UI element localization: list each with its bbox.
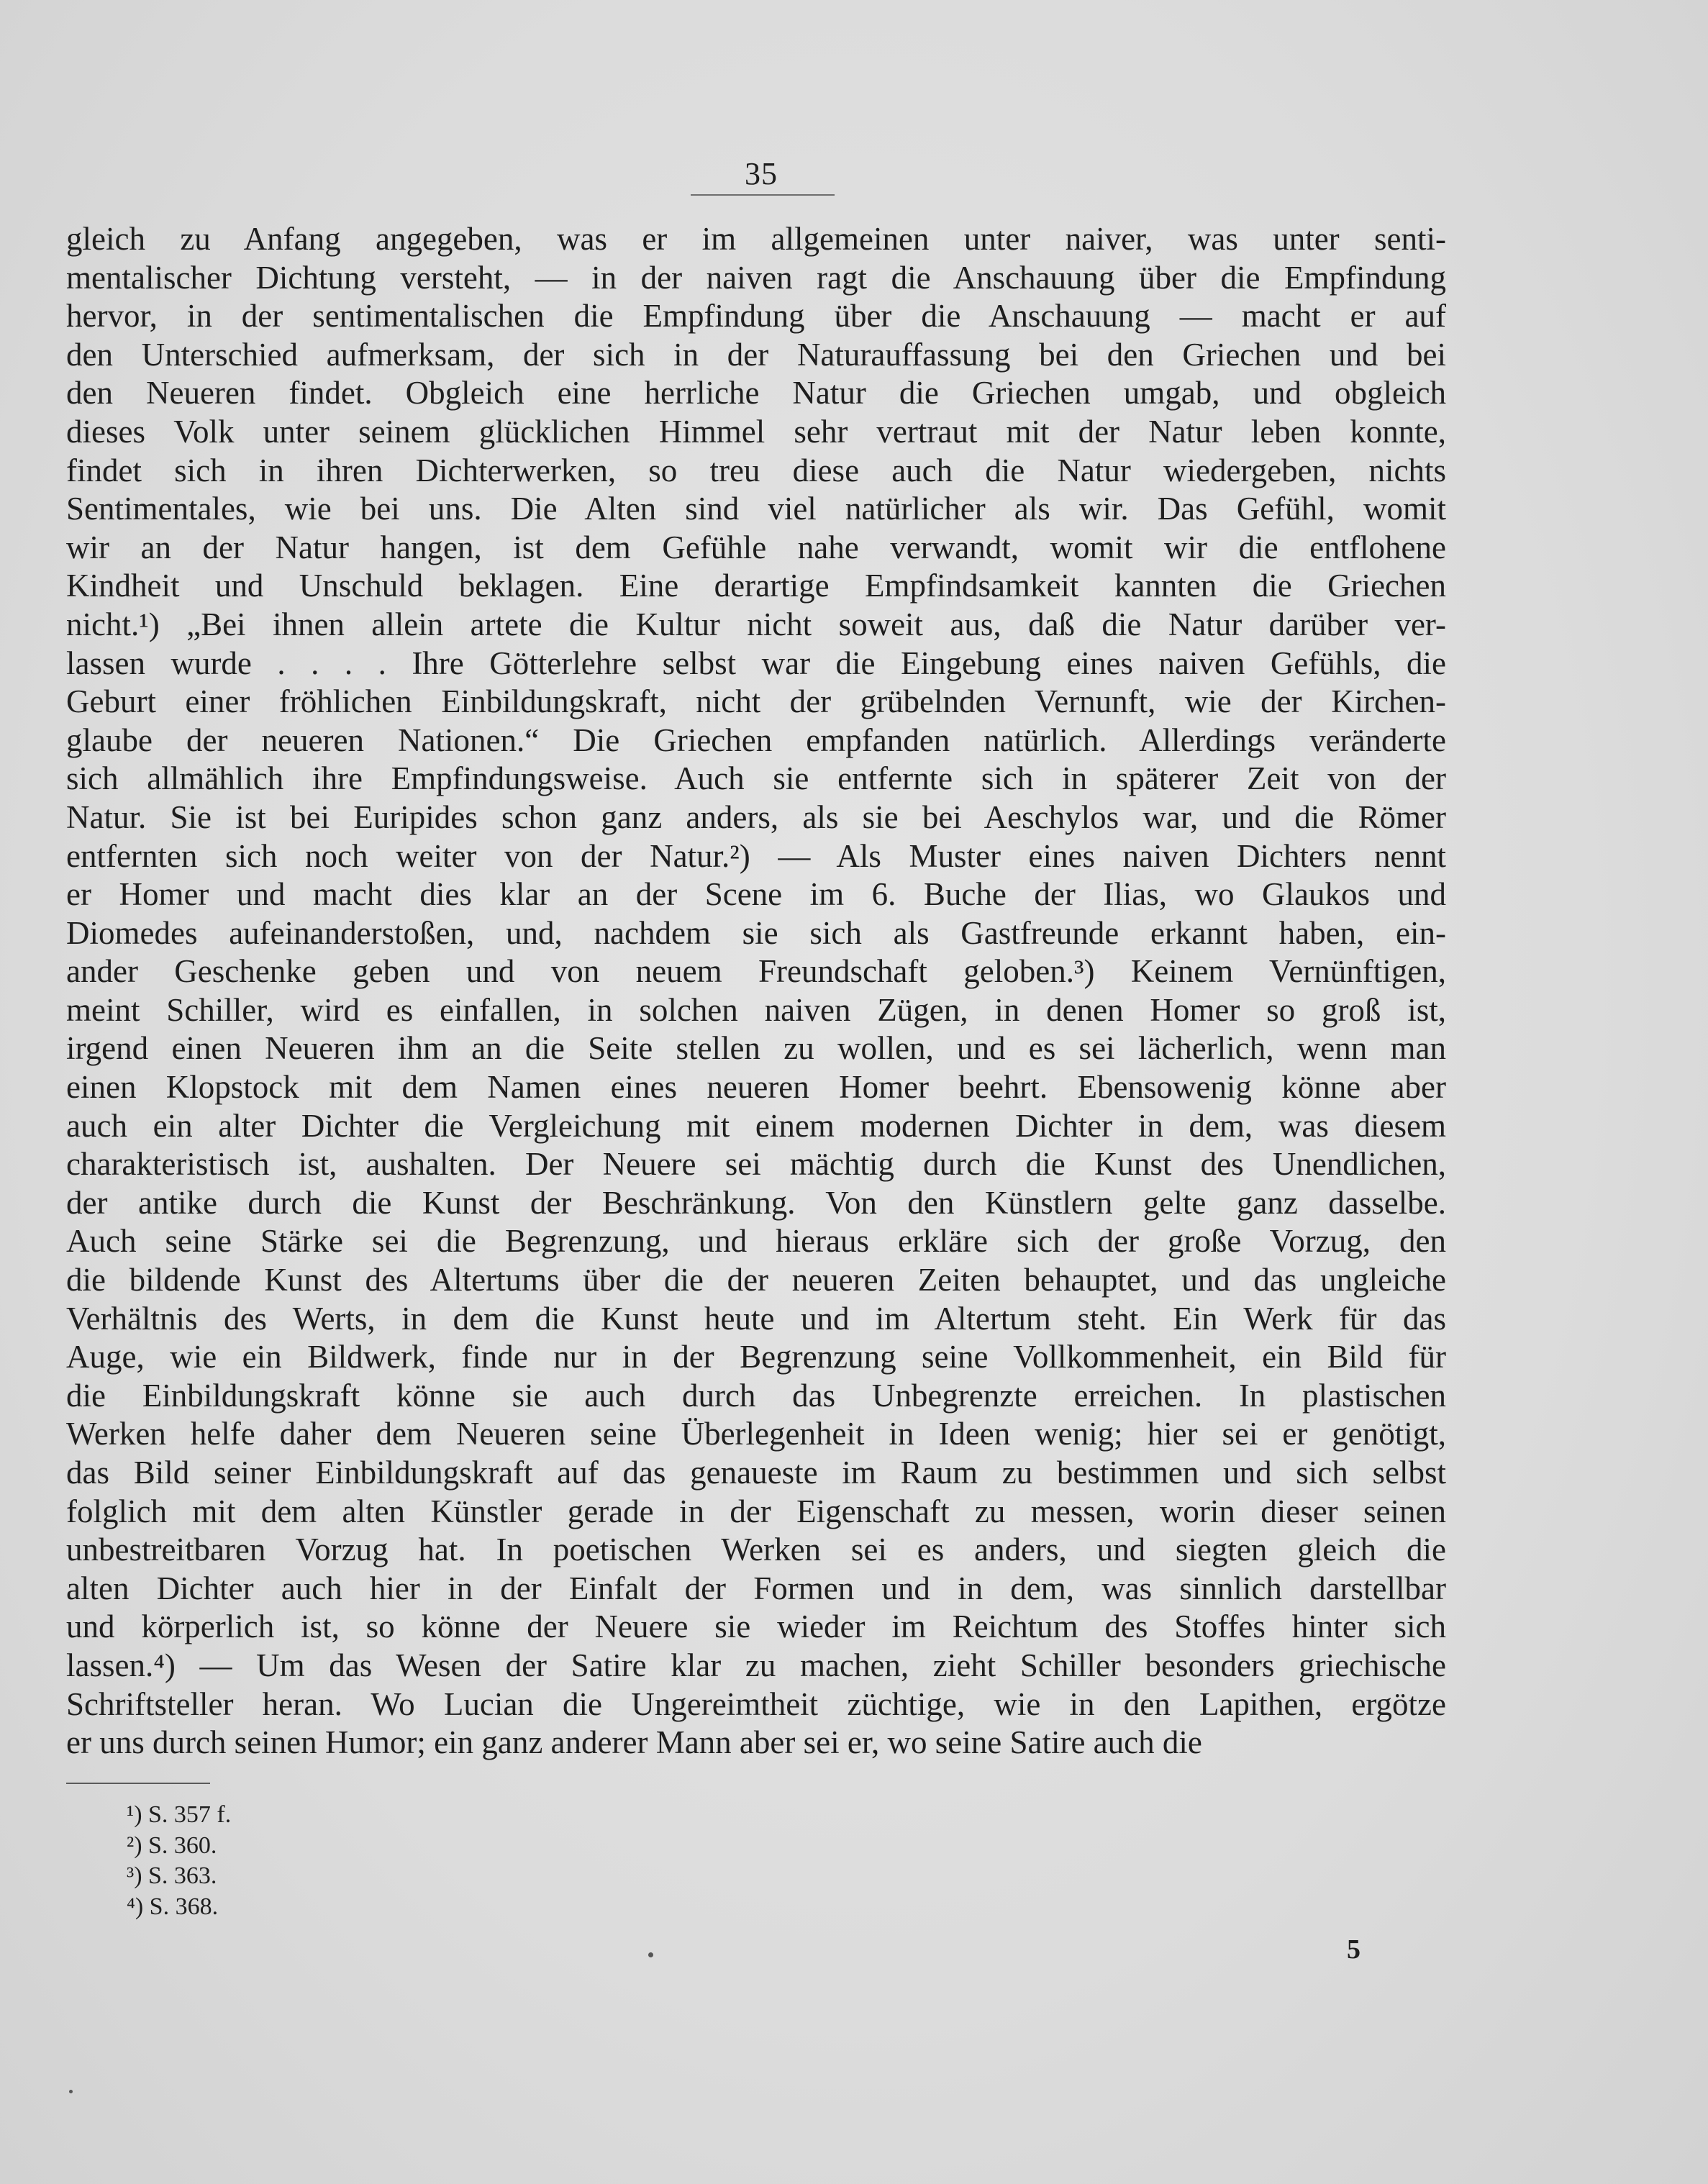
text-line: Sentimentales, wie bei uns. Die Alten sind viel natürlicher als wir. Das Gefühl, womit [66,491,1446,527]
text-line: charakteristisch ist, aushalten. Der Neuere sei mächtig durch die Kunst des Unendlichen, [66,1146,1446,1183]
text-line: mentalischer Dichtung versteht, — in der naiven ragt die Anschauung über die Empfindung [66,259,1446,296]
text-line: die bildende Kunst des Altertums über die der neueren Zeiten behauptet, und das ungleiche [66,1262,1446,1298]
text-line: irgend einen Neueren ihm an die Seite stellen zu wollen, und es sei lächerlich, wenn man [66,1030,1446,1067]
footnotes [127,1800,231,1922]
text-line: einen Klopstock mit dem Namen eines neueren Homer beehrt. Ebensowenig könne aber [66,1069,1446,1106]
text-line: Kindheit und Unschuld beklagen. Eine derartige Empfindsamkeit kannten die Griechen [66,568,1446,604]
footnote: ⁴) S. 368. [127,1893,219,1920]
body-text [66,220,1446,1762]
text-line: lassen wurde . . . . Ihre Götterlehre selbst war die Eingebung eines naiven Gefühls, die [66,645,1446,681]
text-line: entfernten sich noch weiter von der Natur.²) — Als Muster eines naiven Dichters nennt [66,837,1446,874]
text-line: meint Schiller, wird es einfallen, in solchen naiven Zügen, in denen Homer so groß ist, [66,991,1446,1028]
text-line: den Neueren findet. Obgleich eine herrliche Natur die Griechen umgab, und obgleich [66,375,1446,411]
text-line: findet sich in ihren Dichterwerken, so treu diese auch die Natur wiedergeben, nichts [66,452,1446,488]
text-line: er uns durch seinen Humor; ein ganz anderer Mann aber sei er, wo seine Satire auch die [66,1724,1202,1761]
text-line: ander Geschenke geben und von neuem Freundschaft geloben.³) Keinem Vernünftigen, [66,953,1446,990]
text-line: sich allmählich ihre Empfindungsweise. Auch sie entfernte sich in späterer Zeit von der [66,760,1446,797]
page-number: 35 [745,156,778,191]
paper-speck [648,1952,653,1957]
text-line: Verhältnis des Werts, in dem die Kunst heute und im Altertum steht. Ein Werk für das [66,1300,1446,1337]
text-line: unbestreitbaren Vorzug hat. In poetischen Werken sei es anders, und siegten gleich die [66,1532,1446,1568]
text-line: folglich mit dem alten Künstler gerade in der Eigenschaft zu messen, worin dieser seinen [66,1493,1446,1529]
text-line: der antike durch die Kunst der Beschränkung. Von den Künstlern gelte ganz dasselbe. [66,1184,1446,1221]
text-line: Natur. Sie ist bei Euripides schon ganz anders, als sie bei Aeschylos war, und die Römer [66,798,1446,835]
text-line: Werken helfe daher dem Neueren seine Überlegenheit in Ideen wenig; hier sei er genötigt, [66,1416,1446,1452]
footnote: ¹) S. 357 f. [127,1801,232,1828]
text-line: alten Dichter auch hier in der Einfalt der Formen und in dem, was sinnlich darstellbar [66,1570,1446,1606]
text-line: den Unterschied aufmerksam, der sich in der Naturauffassung bei den Griechen und bei [66,336,1446,373]
text-line: Schriftsteller heran. Wo Lucian die Ungereimtheit züchtige, wie in den Lapithen, ergötze [66,1685,1446,1722]
text-line: lassen.⁴) — Um das Wesen der Satire klar zu machen, zieht Schiller besonders griechische [66,1647,1446,1683]
text-line: er Homer und macht dies klar an der Scene im 6. Buche der Ilias, wo Glaukos und [66,876,1446,913]
text-line: und körperlich ist, so könne der Neuere sie wieder im Reichtum des Stoffes hinter sich [66,1609,1446,1645]
text-line: nicht.¹) „Bei ihnen allein artete die Kultur nicht soweit aus, daß die Natur darüber ver- [66,606,1446,642]
text-line: wir an der Natur hangen, ist dem Gefühle nahe verwandt, womit wir die entflohene [66,529,1446,565]
header-rule [691,194,835,196]
footnote: ³) S. 363. [127,1862,217,1889]
text-line: hervor, in der sentimentalischen die Empfindung über die Anschauung — macht er auf [66,298,1446,335]
text-line: gleich zu Anfang angegeben, was er im allgemeinen unter naiver, was unter senti- [66,221,1446,257]
text-line: das Bild seiner Einbildungskraft auf das genaueste im Raum zu bestimmen und sich selbst [66,1455,1446,1491]
text-line: Geburt einer fröhlichen Einbildungskraft, nicht der grübelnden Vernunft, wie der Kirchen- [66,683,1446,720]
text-line: Diomedes aufeinanderstoßen, und, nachdem sie sich als Gastfreunde erkannt haben, ein- [66,914,1446,951]
text-line: die Einbildungskraft könne sie auch durch das Unbegrenzte erreichen. In plastischen [66,1377,1446,1414]
sheet-signature: 5 [1347,1934,1361,1965]
text-line: Auch seine Stärke sei die Begrenzung, und hieraus erkläre sich der große Vorzug, den [66,1223,1446,1260]
paper-speck [69,2090,73,2093]
text-line: Auge, wie ein Bildwerk, finde nur in der Begrenzung seine Vollkommenheit, ein Bild für [66,1339,1446,1375]
footnote: ²) S. 360. [127,1832,217,1859]
text-line: dieses Volk unter seinem glücklichen Himmel sehr vertraut mit der Natur leben konnte, [66,413,1446,450]
text-line: glaube der neueren Nationen.“ Die Griechen empfanden natürlich. Allerdings veränderte [66,722,1446,758]
text-line: auch ein alter Dichter die Vergleichung mit einem modernen Dichter in dem, was diesem [66,1107,1446,1144]
footnote-rule [66,1783,210,1784]
